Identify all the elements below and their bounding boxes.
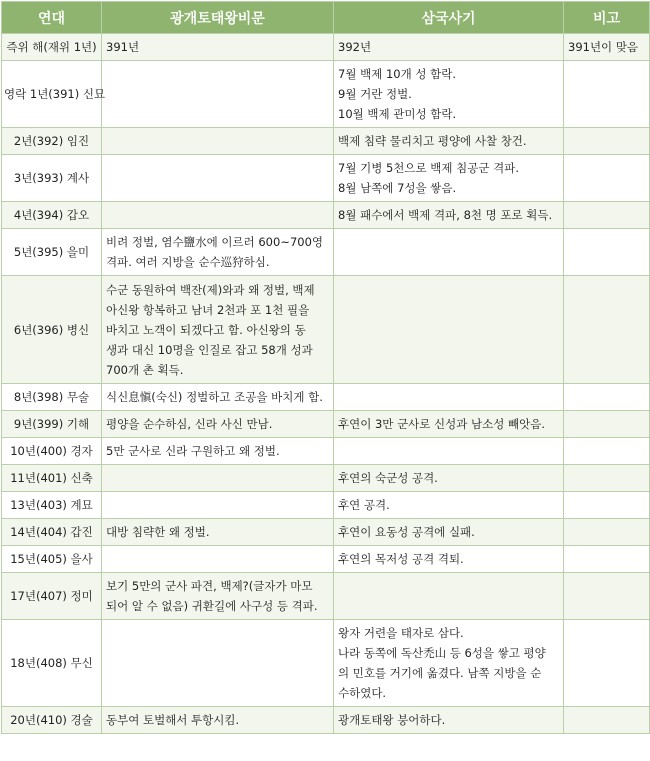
era-cell: 4년(394) 갑오 (2, 202, 102, 229)
header-stele: 광개토태왕비문 (102, 2, 334, 34)
table-row (2, 519, 650, 546)
samguk-cell (334, 620, 564, 707)
era-cell: 20년(410) 경술 (2, 707, 102, 734)
note-cell (564, 384, 650, 411)
table-row (2, 707, 650, 734)
stele-cell (102, 202, 334, 229)
stele-line: 대방 침략한 왜 정벌. (106, 525, 210, 539)
table-row (2, 155, 650, 202)
note-cell (564, 411, 650, 438)
stele-line: 격파. 여러 지방을 순수巡狩하심. (106, 255, 270, 269)
era-cell: 2년(392) 임진 (2, 128, 102, 155)
table-body (2, 34, 650, 734)
stele-line: 비려 정벌, 염수鹽水에 이르러 600~700영 (106, 235, 324, 249)
samguk-cell (334, 61, 564, 128)
note-cell (564, 465, 650, 492)
samguk-cell (334, 519, 564, 546)
table-row (2, 384, 650, 411)
samguk-cell (334, 229, 564, 276)
samguk-cell (334, 707, 564, 734)
samguk-cell (334, 155, 564, 202)
era-cell: 10년(400) 경자 (2, 438, 102, 465)
table-row (2, 465, 650, 492)
table-row (2, 620, 650, 707)
header-samguk: 삼국사기 (334, 2, 564, 34)
samguk-line: 후연의 숙군성 공격. (338, 471, 438, 485)
table-row (2, 573, 650, 620)
header-row (2, 2, 650, 34)
era-cell: 즉위 해(재위 1년) (2, 34, 102, 61)
era-cell: 9년(399) 기해 (2, 411, 102, 438)
stele-cell (102, 384, 334, 411)
era-cell: 영락 1년(391) 신묘 (2, 61, 102, 128)
note-cell (564, 707, 650, 734)
samguk-cell (334, 128, 564, 155)
stele-cell (102, 229, 334, 276)
stele-cell (102, 707, 334, 734)
samguk-line: 백제 침략 물리치고 평양에 사찰 창건. (338, 134, 527, 148)
table-row (2, 202, 650, 229)
table-row (2, 546, 650, 573)
stele-cell (102, 128, 334, 155)
era-cell: 11년(401) 신축 (2, 465, 102, 492)
samguk-cell (334, 202, 564, 229)
stele-cell (102, 546, 334, 573)
table-row (2, 128, 650, 155)
samguk-line: 8월 남쪽에 7성을 쌓음. (338, 181, 457, 195)
table-row (2, 229, 650, 276)
era-cell: 8년(398) 무술 (2, 384, 102, 411)
samguk-line: 나라 동쪽에 독산禿山 등 6성을 쌓고 평양 (338, 646, 546, 660)
header-note: 비고 (564, 2, 650, 34)
table-row (2, 276, 650, 384)
note-cell (564, 492, 650, 519)
stele-cell (102, 155, 334, 202)
header-era: 연대 (2, 2, 102, 34)
era-cell: 13년(403) 계묘 (2, 492, 102, 519)
samguk-cell (334, 34, 564, 61)
samguk-line: 392년 (338, 40, 372, 54)
table-row (2, 492, 650, 519)
samguk-cell (334, 384, 564, 411)
era-cell: 6년(396) 병신 (2, 276, 102, 384)
stele-cell (102, 411, 334, 438)
samguk-line: 왕자 거련을 태자로 삼다. (338, 626, 464, 640)
samguk-line: 후연이 3만 군사로 신성과 남소성 빼앗음. (338, 417, 545, 431)
note-cell (564, 202, 650, 229)
stele-cell (102, 438, 334, 465)
samguk-line: 후연 공격. (338, 498, 390, 512)
samguk-line: 광개토태왕 붕어하다. (338, 713, 446, 727)
samguk-line: 8월 패수에서 백제 격파, 8천 명 포로 획득. (338, 208, 553, 222)
era-cell: 18년(408) 무신 (2, 620, 102, 707)
stele-line: 평양을 순수하심, 신라 사신 만남. (106, 417, 273, 431)
note-cell (564, 229, 650, 276)
stele-line: 5만 군사로 신라 구원하고 왜 정벌. (106, 444, 280, 458)
stele-cell (102, 465, 334, 492)
note-cell (564, 438, 650, 465)
stele-line: 식신息愼(숙신) 정벌하고 조공을 바치게 함. (106, 390, 323, 404)
stele-cell (102, 620, 334, 707)
note-cell (564, 128, 650, 155)
stele-cell (102, 519, 334, 546)
samguk-cell (334, 411, 564, 438)
era-cell: 15년(405) 을사 (2, 546, 102, 573)
note-cell: 391년이 맞음 (564, 34, 650, 61)
chronology-table (1, 1, 650, 734)
samguk-line: 7월 기병 5천으로 백제 침공군 격파. (338, 161, 519, 175)
stele-line: 동부여 토벌해서 투항시킴. (106, 713, 240, 727)
samguk-cell (334, 276, 564, 384)
table-row (2, 34, 650, 61)
era-cell: 14년(404) 갑진 (2, 519, 102, 546)
note-cell (564, 573, 650, 620)
stele-line: 수군 동원하여 백잔(제)와과 왜 정벌, 백제 (106, 282, 315, 297)
note-cell (564, 61, 650, 128)
table-row (2, 438, 650, 465)
table-header (2, 2, 650, 34)
stele-line: 되어 알 수 없음) 귀환길에 사구성 등 격파. (106, 599, 318, 613)
samguk-cell (334, 492, 564, 519)
stele-line: 생과 대신 10명을 인질로 잡고 58개 성과 (106, 342, 313, 357)
note-cell (564, 620, 650, 707)
stele-cell (102, 34, 334, 61)
era-cell: 17년(407) 정미 (2, 573, 102, 620)
note-cell (564, 519, 650, 546)
samguk-line: 9월 거란 정벌. (338, 87, 412, 101)
samguk-line: 7월 백제 10개 성 함락. (338, 67, 456, 81)
samguk-line: 10월 백제 관미성 함락. (338, 107, 457, 121)
era-cell: 3년(393) 계사 (2, 155, 102, 202)
samguk-line: 수하였다. (338, 686, 387, 700)
samguk-cell (334, 546, 564, 573)
stele-line: 700개 촌 획득. (106, 362, 184, 377)
table-row (2, 411, 650, 438)
stele-line: 아신왕 항복하고 남녀 2천과 포 1천 필을 (106, 302, 310, 317)
note-cell (564, 546, 650, 573)
samguk-line: 후연의 목저성 공격 격퇴. (338, 552, 464, 566)
stele-line: 바치고 노객이 되겠다고 함. 아신왕의 동 (106, 322, 306, 337)
stele-cell (102, 573, 334, 620)
stele-cell (102, 276, 334, 384)
samguk-line: 후연이 요동성 공격에 실패. (338, 525, 475, 539)
samguk-line: 의 민호를 거기에 옮겼다. 남쪽 지방을 순 (338, 666, 542, 680)
samguk-cell (334, 465, 564, 492)
table-row (2, 61, 650, 128)
note-cell (564, 155, 650, 202)
stele-cell (102, 492, 334, 519)
era-cell: 5년(395) 을미 (2, 229, 102, 276)
samguk-cell (334, 573, 564, 620)
stele-line: 보기 5만의 군사 파견, 백제?(글자가 마모 (106, 579, 313, 593)
samguk-cell (334, 438, 564, 465)
stele-cell (102, 61, 334, 128)
stele-line: 391년 (106, 40, 140, 54)
note-cell (564, 276, 650, 384)
